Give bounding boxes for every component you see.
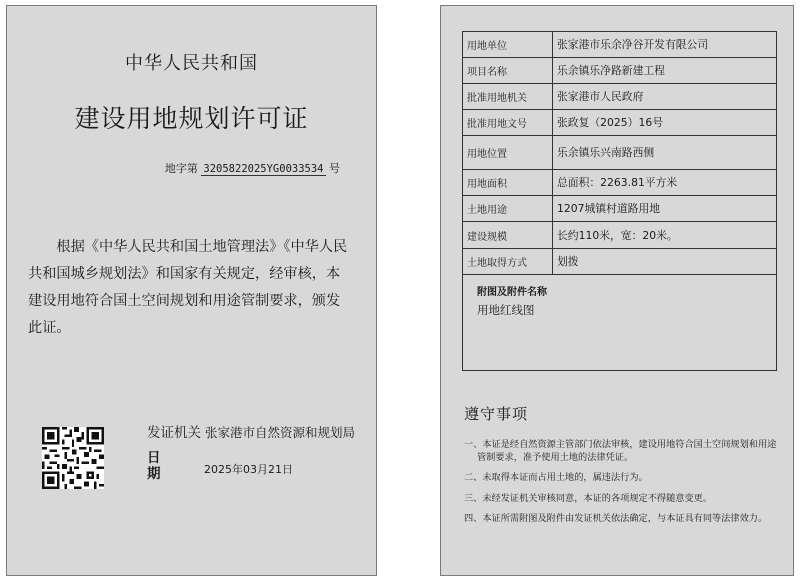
table-row — [463, 222, 777, 249]
land-info-table — [462, 31, 777, 371]
row-key: 批准用地机关 — [463, 84, 553, 110]
issuing-authority-label: 发证机关 — [147, 425, 201, 441]
notes-list — [464, 438, 782, 532]
note-item: 一、本证是经自然资源主管部门依法审核，建设用地符合国土空间规划和用途管制要求，准予使用土地的法律凭证。 — [464, 439, 777, 464]
row-key: 土地用途 — [463, 196, 553, 222]
row-value: 张家港市乐余净谷开发有限公司 — [553, 32, 777, 58]
attachments-cell — [463, 275, 777, 371]
note-item: 二、未取得本证而占用土地的，属违法行为。 — [464, 472, 648, 484]
issuing-authority — [147, 421, 355, 441]
issuing-authority-value: 张家港市自然资源和规划局 — [204, 425, 355, 440]
issue-date-value: 2025年03月21日 — [204, 463, 293, 476]
row-value: 划拨 — [553, 249, 777, 275]
certificate-number-label: 地字第 — [164, 162, 198, 175]
row-key: 用地面积 — [463, 170, 553, 196]
table-row — [463, 136, 777, 170]
certificate-body-text: 根据《中华人民共和国土地管理法》《中华人民共和国城乡规划法》和国家有关规定，经审核，本建设用地符合国土空间规划和用途管制要求，颁发此证。 — [28, 239, 348, 336]
certificate-number-suffix: 号 — [329, 162, 340, 175]
certificate-number — [165, 160, 340, 176]
row-value: 乐余镇乐净路新建工程 — [553, 58, 777, 84]
table-row — [463, 170, 777, 196]
attachments-row — [463, 275, 777, 371]
row-value: 总面积：2263.81平方米 — [553, 170, 777, 196]
issue-date-label: 日期 — [147, 450, 161, 482]
table-row — [463, 58, 777, 84]
row-key: 建设规模 — [463, 222, 553, 249]
country-name: 中华人民共和国 — [125, 53, 258, 74]
row-key: 土地取得方式 — [463, 249, 553, 275]
note-item: 三、未经发证机关审核同意，本证的各项规定不得随意变更。 — [464, 492, 713, 504]
row-value: 乐余镇乐兴南路西侧 — [553, 136, 777, 170]
table-row — [463, 196, 777, 222]
certificate-front-page — [6, 5, 377, 576]
row-value: 张政复（2025）16号 — [553, 110, 777, 136]
certificate-number-value: 3205822025YG0033534 — [203, 163, 324, 175]
row-key: 用地位置 — [463, 136, 553, 170]
table-row — [463, 110, 777, 136]
notes-title: 遵守事项 — [464, 405, 529, 423]
note-item: 四、本证所需附图及附件由发证机关依法确定，与本证具有同等法律效力。 — [464, 512, 768, 524]
row-key: 项目名称 — [463, 58, 553, 84]
row-value: 张家港市人民政府 — [553, 84, 777, 110]
qr-code-icon — [42, 427, 104, 489]
row-value: 长约110米，宽：20米。 — [553, 222, 777, 249]
row-key: 批准用地文号 — [463, 110, 553, 136]
row-key: 用地单位 — [463, 32, 553, 58]
attachments-title: 附图及附件名称 — [477, 287, 547, 298]
attachments-item: 用地红线图 — [477, 303, 535, 317]
certificate-title: 建设用地规划许可证 — [74, 104, 309, 133]
table-row — [463, 249, 777, 275]
table-row — [463, 32, 777, 58]
row-value: 1207城镇村道路用地 — [553, 196, 777, 222]
table-row — [463, 84, 777, 110]
certificate-back-page — [440, 5, 794, 576]
